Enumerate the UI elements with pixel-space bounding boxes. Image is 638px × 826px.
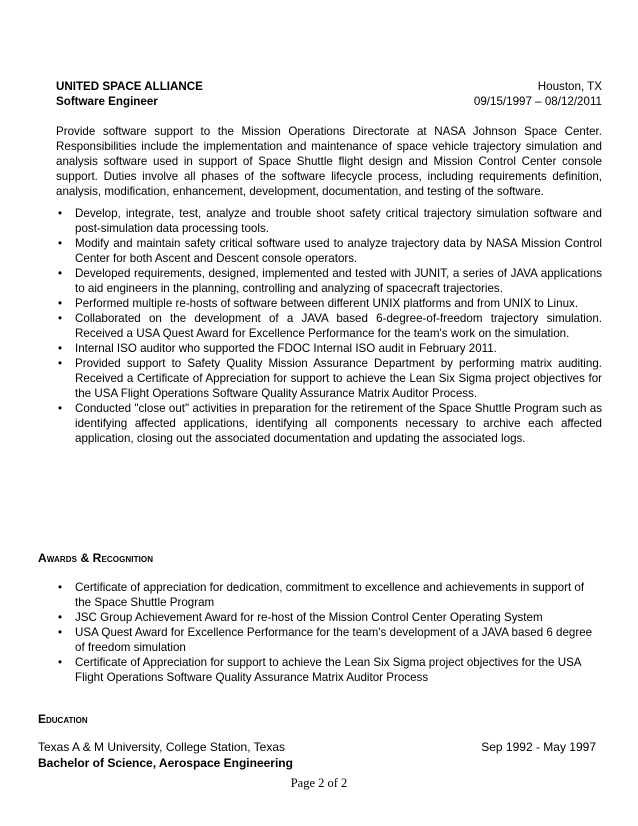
bullet-icon: •	[58, 267, 63, 280]
bullet-icon: •	[58, 626, 63, 639]
list-item: • Internal ISO auditor who supported the FDOC Internal ISO audit in February 2011.	[58, 342, 497, 355]
job-location: Houston, TX	[537, 80, 602, 93]
job-title: Software Engineer	[56, 95, 158, 108]
degree: Bachelor of Science, Aerospace Engineering	[38, 756, 293, 770]
list-item: • Collaborated on the development of a JAVA based 6-degree-of-freedom trajectory simulation. Received a USA Quest Award for Excellence Performance for the team's work on the simulation.	[58, 312, 602, 340]
bullet-icon: •	[58, 342, 63, 355]
education-section	[38, 739, 602, 771]
bullet-icon: •	[58, 656, 63, 669]
education-heading: Education	[38, 712, 88, 726]
job-duties-list	[56, 206, 602, 446]
list-item: • USA Quest Award for Excellence Performance for the team's development of a JAVA based 6 degree of freedom simulation	[58, 626, 593, 654]
list-item: • Certificate of appreciation for dedication, commitment to excellence and achievements in support of the Space Shuttle Program	[58, 581, 585, 609]
job-summary: Provide software support to the Mission Operations Directorate at NASA Johnson Space Center. Responsibilities include the implementation and maintenance of space vehicle trajectory simulation and analysis software used in support of Space Shuttle flight design and Mission Control Center console support. Duties involve all phases of the software lifecycle process, including requirements definition, analysis, modification, enhancement, development, documentation, and testing of the software.	[56, 125, 602, 198]
bullet-icon: •	[58, 402, 63, 415]
list-item: • Provided support to Safety Quality Mission Assurance Department by performing matrix auditing. Received a Certificate of Appreciation for support to achieve the Lean Six Sigma project objectives for the USA Flight Operations Software Quality Assurance Matrix Auditor Process.	[58, 357, 602, 400]
awards-list	[56, 580, 602, 685]
bullet-icon: •	[58, 357, 63, 370]
awards-heading: Awards & Recognition	[38, 551, 154, 565]
list-item: • Performed multiple re-hosts of software between different UNIX platforms and from UNIX to Linux.	[58, 297, 579, 310]
list-item: • Developed requirements, designed, implemented and tested with JUNIT, a series of JAVA applications to aid engineers in the planning, controlling and analyzing of spacecraft trajectories.	[58, 267, 602, 295]
list-item: • Modify and maintain safety critical software used to analyze trajectory data by NASA Mission Control Center for both Ascent and Descent console operators.	[58, 237, 602, 265]
bullet-icon: •	[58, 611, 63, 624]
bullet-icon: •	[58, 237, 63, 250]
awards-section	[56, 580, 602, 685]
list-item: • JSC Group Achievement Award for re-host of the Mission Control Center Operating System	[58, 611, 543, 624]
school-name: Texas A & M University, College Station, Texas	[38, 740, 286, 754]
bullet-icon: •	[58, 297, 63, 310]
page-number: Page 2 of 2	[290, 776, 348, 790]
education-dates: Sep 1992 - May 1997	[481, 740, 596, 754]
bullet-icon: •	[58, 581, 63, 594]
job-dates: 09/15/1997 – 08/12/2011	[473, 95, 602, 108]
bullet-icon: •	[58, 207, 63, 220]
company-name: UNITED SPACE ALLIANCE	[56, 80, 203, 93]
job-section	[56, 79, 602, 446]
list-item: • Conducted "close out" activities in preparation for the retirement of the Space Shuttle Program such as identifying affected applications, identifying all components necessary to archive each affected application, closing out the associated documentation and updating the associated logs.	[58, 402, 602, 445]
list-item: • Certificate of Appreciation for support to achieve the Lean Six Sigma project objectives for the USA Flight Operations Software Quality Assurance Matrix Auditor Process	[58, 656, 581, 684]
bullet-icon: •	[58, 312, 63, 325]
list-item: • Develop, integrate, test, analyze and trouble shoot safety critical trajectory simulation software and post-simulation data processing tools.	[58, 207, 602, 235]
